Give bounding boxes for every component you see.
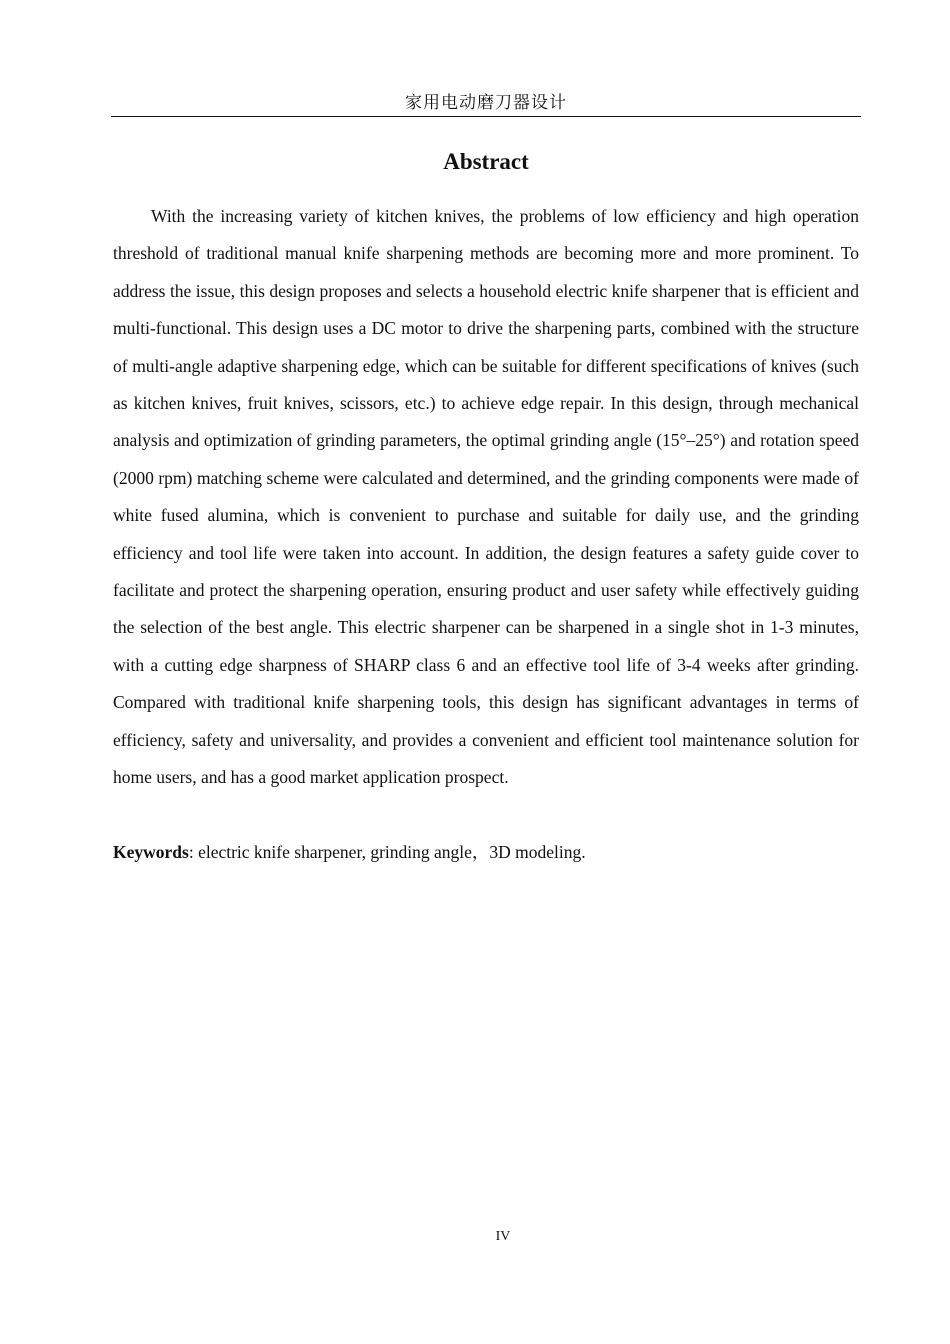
- page-number: IV: [495, 1229, 511, 1244]
- keywords-text: : electric knife sharpener, grinding angle，3D modeling.: [188, 842, 586, 862]
- keywords-label: Keywords: [113, 842, 189, 862]
- keywords-line: [113, 834, 859, 871]
- abstract-body: With the increasing variety of kitchen knives, the problems of low efficiency and high operation threshold of traditional manual knife sharpening methods are becoming more and more prominent. To address the issue, this design proposes and selects a household electric knife sharpener that is efficient and multi-functional. This design uses a DC motor to drive the sharpening parts, combined with the structure of multi-angle adaptive sharpening edge, which can be suitable for different specifications of knives (such as kitchen knives, fruit knives, scissors, etc.) to achieve edge repair. In this design, through mechanical analysis and optimization of grinding parameters, the optimal grinding angle (15°–25°) and rotation speed (2000 rpm) matching scheme were calculated and determined, and the grinding components were made of white fused alumina, which is convenient to purchase and suitable for daily use, and the grinding efficiency and tool life were taken into account. In addition, the design features a safety guide cover to facilitate and protect the sharpening operation, ensuring product and user safety while effectively guiding the selection of the best angle. This electric sharpener can be sharpened in a single shot in 1-3 minutes, with a cutting edge sharpness of SHARP class 6 and an effective tool life of 3-4 weeks after grinding. Compared with traditional knife sharpening tools, this design has significant advantages in terms of efficiency, safety and universality, and provides a convenient and efficient tool maintenance solution for home users, and has a good market application prospect.: [113, 206, 859, 788]
- header-rule: [111, 116, 861, 117]
- abstract-title: Abstract: [443, 149, 529, 174]
- running-header: 家用电动磨刀器设计: [405, 93, 567, 112]
